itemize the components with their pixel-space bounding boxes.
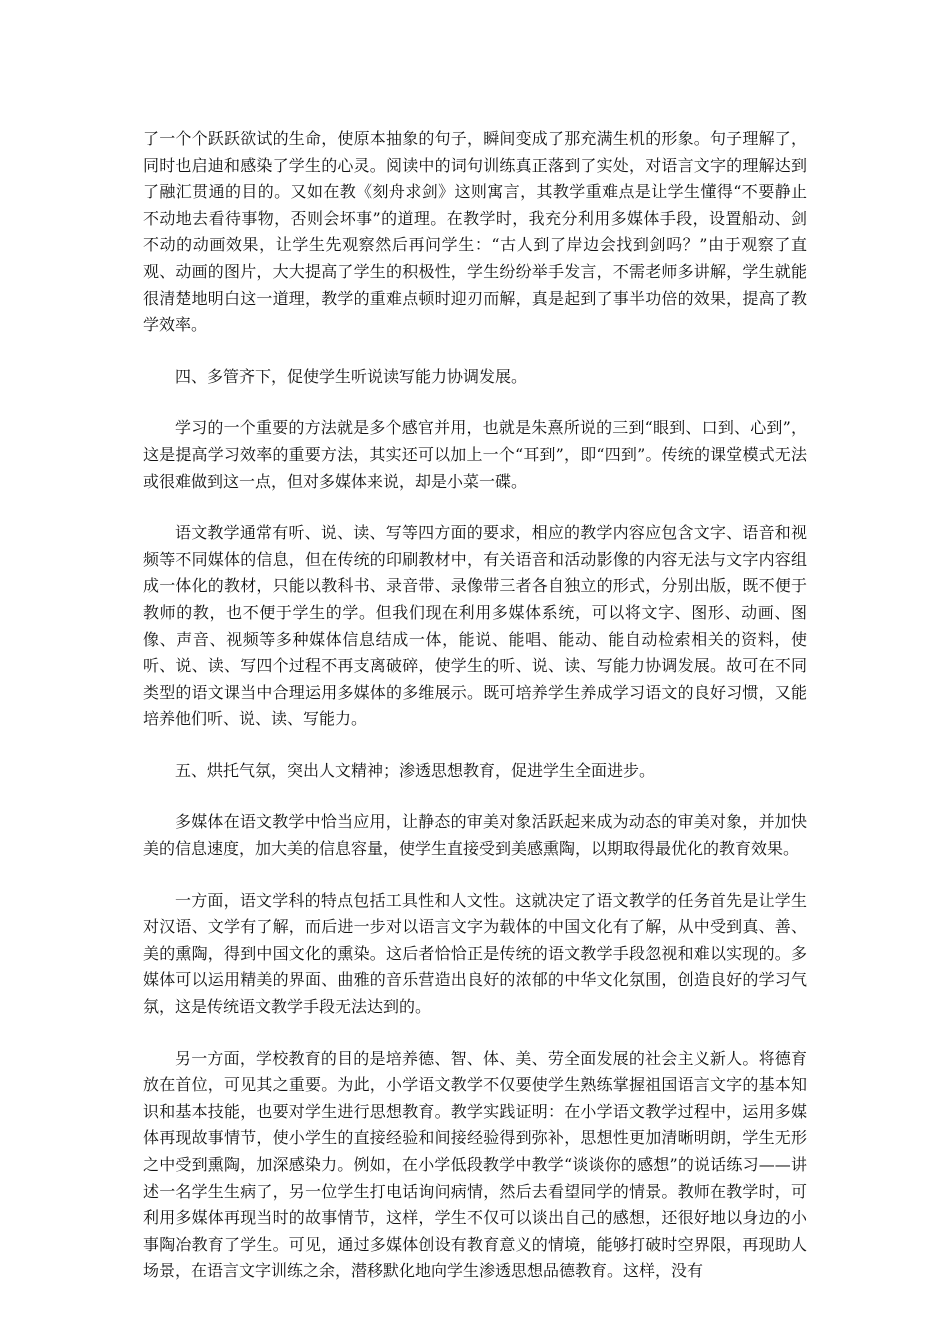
section-heading-four: 四、多管齐下，促使学生听说读写能力协调发展。 xyxy=(175,366,528,386)
section-heading-five: 五、烘托气氛，突出人文精神；渗透思想教育，促进学生全面进步。 xyxy=(175,760,656,780)
paragraph: 另一方面，学校教育的目的是培养德、智、体、美、劳全面发展的社会主义新人。将德育放在首位，可见其之重要。为此，小学语文教学不仅要使学生熟练掌握祖国语言文字的基本知识和基本技能，也要对学生进行思想教育。教学实践证明：在小学语文教学过程中，运用多媒体再现故事情节，使小学生的直接经验和间接经验得到弥补，思想性更加清晰明朗，学生无形之中受到熏陶，加深感染力。例如，在小学低段教学中教学“谈谈你的感想”的说话练习——讲述一名学生生病了，另一位学生打电话询问病情，然后去看望同学的情景。教师在教学时，可利用多媒体再现当时的故事情节，这样，学生不仅可以谈出自己的感想，还很好地以身边的小事陶冶教育了学生。可见，通过多媒体创设有教育意义的情境，能够打破时空界限，再现助人场景，在语言文字训练之余，潜移默化地向学生渗透思想品德教育。这样，没有 xyxy=(143,1048,807,1281)
paragraph: 学习的一个重要的方法就是多个感官并用，也就是朱熹所说的三到“眼到、口到、心到”，这是提高学习效率的重要方法，其实还可以加上一个“耳到”，即“四到”。传统的课堂模式无法或很难做到这一点，但对多媒体来说，却是小菜一碟。 xyxy=(143,418,807,491)
paragraph: 多媒体在语文教学中恰当应用，让静态的审美对象活跃起来成为动态的审美对象，并加快美的信息速度，加大美的信息容量，使学生直接受到美感熏陶，以期取得最优化的教育效果。 xyxy=(143,812,807,859)
paragraph: 一方面，语文学科的特点包括工具性和人文性。这就决定了语文教学的任务首先是让学生对汉语、文学有了解，而后进一步对以语言文字为载体的中国文化有了解，从中受到真、善、美的熏陶，得到中国文化的熏染。这后者恰恰正是传统的语文教学手段忽视和难以实现的。多媒体可以运用精美的界面、曲雅的音乐营造出良好的浓郁的中华文化氛围，创造良好的学习气氛，这是传统语文教学手段无法达到的。 xyxy=(143,890,807,1017)
document-body xyxy=(143,126,807,1310)
paragraph-continuation: 了一个个跃跃欲试的生命，使原本抽象的句子，瞬间变成了那充满生机的形象。句子理解了，同时也启迪和感染了学生的心灵。阅读中的词句训练真正落到了实处，对语言文字的理解达到了融汇贯通的目的。又如在教《刻舟求剑》这则寓言，其教学重难点是让学生懂得“不要静止不动地去看待事物，否则会坏事”的道理。在教学时，我充分利用多媒体手段，设置船动、剑不动的动画效果，让学生先观察然后再问学生：“古人到了岸边会找到剑吗？”由于观察了直观、动画的图片，大大提高了学生的积极性，学生纷纷举手发言，不需老师多讲解，学生就能很清楚地明白这一道理，教学的重难点顿时迎刃而解，真是起到了事半功倍的效果，提高了教学效率。 xyxy=(143,129,807,335)
paragraph: 语文教学通常有听、说、读、写等四方面的要求，相应的教学内容应包含文字、语音和视频等不同媒体的信息，但在传统的印刷教材中，有关语音和活动影像的内容无法与文字内容组成一体化的教材，只能以教科书、录音带、录像带三者各自独立的形式，分别出版，既不便于教师的教，也不便于学生的学。但我们现在利用多媒体系统，可以将文字、图形、动画、图像、声音、视频等多种媒体信息结成一体，能说、能唱、能动、能自动检索相关的资料，使听、说、读、写四个过程不再支离破碎，使学生的听、说、读、写能力协调发展。故可在不同类型的语文课当中合理运用多媒体的多维展示。既可培养学生养成学习语文的良好习惯，又能培养他们听、说、读、写能力。 xyxy=(143,523,807,729)
